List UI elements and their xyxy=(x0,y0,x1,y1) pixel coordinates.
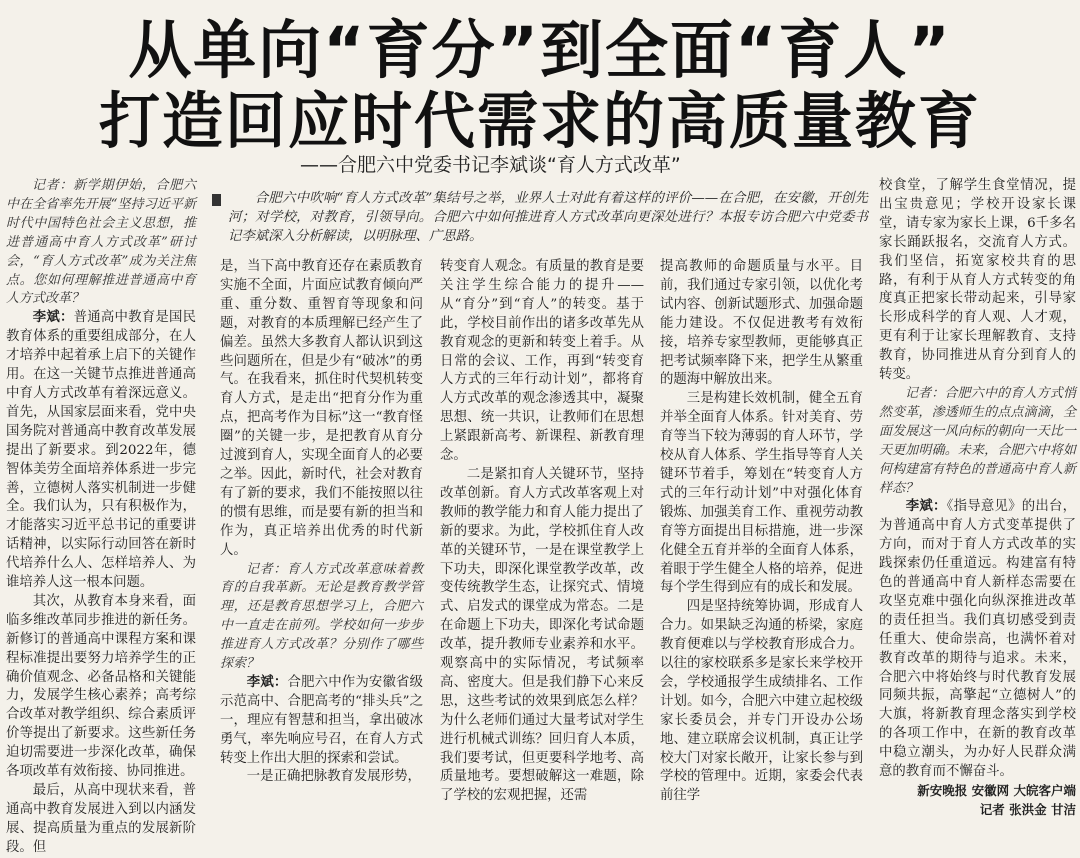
interview-question: 记者：新学期伊始，合肥六中在全省率先开展“坚持习近平新时代中国特色社会主义思想，推进普通高中育人方式改革”研讨会，“育人方式改革”成为关注焦点。您如何理解推进普通高中育人方式改革？ xyxy=(6,178,196,307)
article-paragraph: 提高教师的命题质量与水平。目前，我们通过专家引领，以优化考试内容、创新试题形式、加强命题能力建设。不仅促进教考有效衔接，培养专家型教师，更能够真正把考试频率降下来，把学生从繁重的题海中解放出来。 xyxy=(660,259,863,388)
article-paragraph: 李斌：《指导意见》的出台，为普通高中育人方式变革提供了方向，而对于育人方式改革的实践探索仍任重道远。构建富有特色的普通高中育人新样态需要在攻坚克难中强化向纵深推进改革的责任担当。我们真切感受到责任重大、使命崇高，也满怀着对教育改革的期待与追求。未来，合肥六中将始终与时代教育发展同频共振，高擎起“立德树人”的大旗，将新教育理念落实到学校的各项工作中，在新的教育改革中稳立潮头，为办好人民群众满意的教育而不懈奋斗。 xyxy=(879,499,1076,780)
lead-paragraph: 合肥六中吹响“育人方式改革”集结号之举，业界人士对此有着这样的评价——在合肥，在安徽，开创先河；对学校，对教育，引领导向。合肥六中如何推进育人方式改革向更深处进行？本报专访合肥六中党委书记李斌深入分析解读，以明脉理、广思路。 xyxy=(228,191,868,244)
article-column-3 xyxy=(440,258,644,804)
article-paragraph: 李斌：普通高中教育是国民教育体系的重要组成部分，在人才培养中起着承上启下的关键作用。在这一关键节点推进普通高中育人方式改革有着深远意义。首先，从国家层面来看，党中央国务院对普通高中教育改革发展提出了新要求。到2022年，德智体美劳全面培养体系进一步完善，立德树人落实机制进一步健全。我们认为，只有积极作为，才能落实习近平总书记的重要讲话精神，以实际行动回答在新时代培养什么人、怎样培养人、为谁培养人这一根本问题。 xyxy=(6,310,197,591)
article-paragraph: 四是坚持统筹协调，形成育人合力。如果缺乏沟通的桥梁，家庭教育便难以与学校教育形成合力。以往的家校联系多是家长来学校开会，学校通报学生成绩排名、工作计划。如今，合肥六中建立起校级家长委员会，并专门开设办公场地、建立联席会议机制，真正让学校大门对家长敞开，让家长参与到学校的管理中。近期，家委会代表前往学 xyxy=(660,599,863,804)
article-paragraph: 其次，从教育本身来看，面临多维改革同步推进的新任务。新修订的普通高中课程方案和课程标准提出要努力培养学生的正确价值观念、必备品格和关键能力，发展学生核心素养；高考综合改革对教学组织、综合素质评价等提出了新要求。这些新任务迫切需要进一步深化改革，确保各项改革有效衔接、协同推进。 xyxy=(6,593,196,780)
article-paragraph: 李斌：合肥六中作为安徽省级示范高中、合肥高考的“排头兵”之一，理应有智慧和担当，拿出破冰勇气，率先响应号召，在育人方式转变上作出大胆的探索和尝试。 xyxy=(220,674,423,766)
lead-marker-icon xyxy=(212,194,221,206)
article-paragraph: 一是正确把脉教育发展形势， xyxy=(246,769,421,785)
article-column-2 xyxy=(220,258,423,785)
byline-media: 新安晚报 安徽网 大皖客户端 xyxy=(917,783,1076,798)
article-paragraph: 最后，从高中现状来看，普通高中教育发展进入到以内涵发展、提高质量为重点的发展新阶段。但 xyxy=(6,783,196,855)
headline-line-2: 打造回应时代需求的高质量教育 xyxy=(98,86,981,157)
article-paragraph: 校食堂，了解学生食堂情况，提出宝贵意见；学校开设家长课堂，请专家为家长上课，6千多名家长踊跃报名，交流育人方式。我们坚信，拓宽家校共育的思路，有利于从育人方式转变的角度真正把家长带动起来，引导家长形成科学的育人观、人才观，更有利于让家长理解教育、支持教育，协同推进从育分到育人的转变。 xyxy=(879,178,1076,383)
article-paragraph: 三是构建长效机制，健全五育并举全面育人体系。针对美育、劳育等当下较为薄弱的育人环节，学校从育人体系、学生指导等育人关键环节着手，筹划在“转变育人方式的三年行动计划”中对强化体育锻炼、加强美育工作、重视劳动教育等方面提出目标措施，进一步深化健全五育并举的全面育人体系，着眼于学生健全人格的培养，促进每个学生得到应有的成长和发展。 xyxy=(660,391,863,596)
article-paragraph: 二是紧扣育人关键环节，坚持改革创新。育人方式改革客观上对教师的教学能力和育人能力提出了新的要求。为此，学校抓住育人改革的关键环节，一是在课堂教学上下功夫，即深化课堂教学改革，改变传统教学生态，让探究式、情境式、启发式的课堂成为常态。二是在命题上下功夫，即深化考试命题改革，提升教师专业素养和水平。观察高中的实际情况，考试频率高、密度大。但是我们静下心来反思，这些考试的效果到底怎么样？为什么老师们通过大量考试对学生进行机械式训练？回归育人本质，我们要考试，但更要科学地考、高质量地考。要想破解这一难题，除了学校的宏观把握，还需 xyxy=(440,466,644,804)
article-paragraph: 是，当下高中教育还存在素质教育实施不全面，片面应试教育倾向严重、重分数、重智育等现象和问题，对教育的本质理解已经产生了偏差。虽然大多教育人都认识到这些问题所在，但是少有“破冰”的勇气。在我看来，抓住时代契机转变育人方式，是走出“把育分作为重点，把高考作为目标”这一“教育怪圈”的关键一步，是把教育从育分过渡到育人，实现全面育人的必要之举。因此，新时代，社会对教育有了新的要求，我们不能按照以往的惯有思维，而是要有新的担当和作为，真正培养出优秀的时代新人。 xyxy=(220,259,423,558)
headline-line-1: 从单向“育分”到全面“育人” xyxy=(128,14,952,87)
subtitle: ——合肥六中党委书记李斌谈“育人方式改革” xyxy=(300,154,681,176)
article-column-4 xyxy=(660,258,863,804)
article-column-1 xyxy=(6,177,197,855)
article-paragraph: 转变育人观念。有质量的教育是要关注学生综合能力的提升——从“育分”到“育人”的转变。基于此，学校目前作出的诸多改革先从教育观念的更新和转变上着手。从日常的会议、工作，再到“转变育人方式的三年行动计划”，都将育人方式改革的观念渗透其中，凝聚思想、统一共识，让教师们在思想上紧跟新高考、新课程、新教育理念。 xyxy=(440,259,644,464)
interview-question: 记者：育人方式改革意味着教育的自我革新。无论是教育教学管理，还是教育思想学习上，合肥六中一直走在前列。学校如何一步步推进育人方式改革？分别作了哪些探索？ xyxy=(220,561,423,672)
article-column-5 xyxy=(879,177,1076,817)
interview-question: 记者：合肥六中的育人方式悄然变革，渗透师生的点点滴滴，全面发展这一风向标的朝向一天比一天更加明确。未来，合肥六中将如何构建富有特色的普通高中育人新样态？ xyxy=(879,385,1076,496)
byline-reporters: 记者 张洪金 甘洁 xyxy=(979,801,1076,817)
